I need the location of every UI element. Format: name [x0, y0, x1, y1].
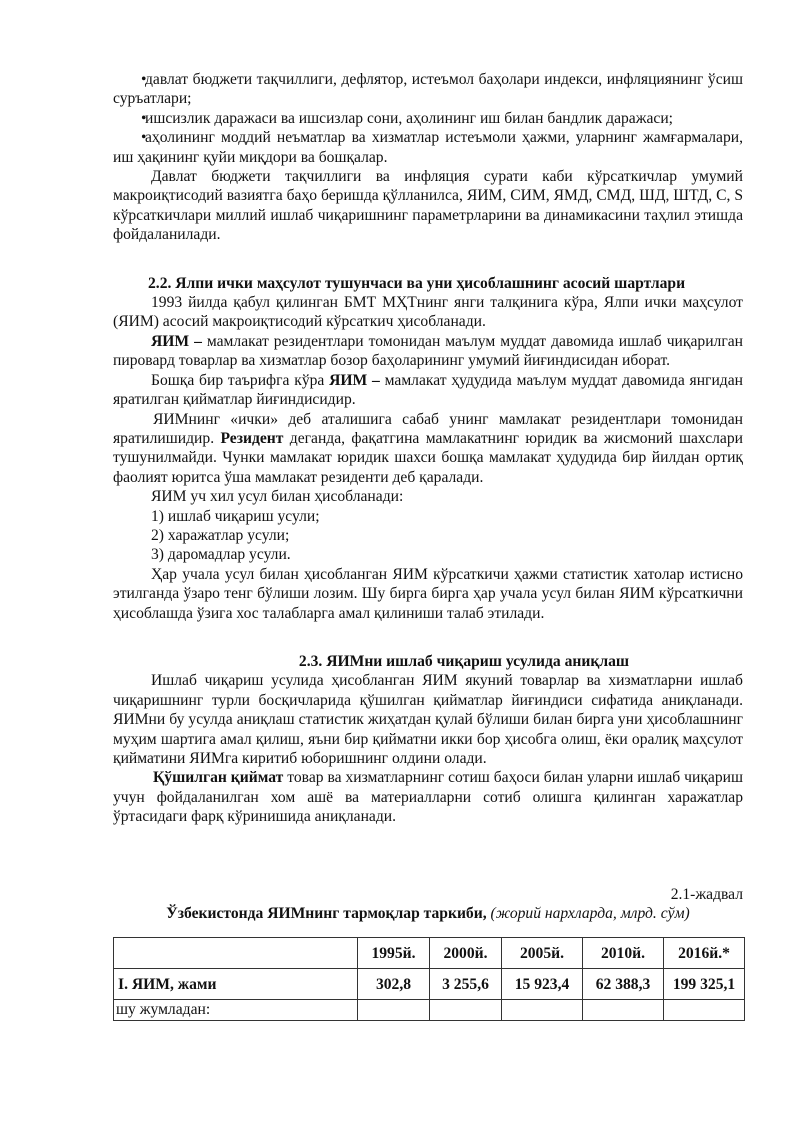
table-cell: 15 923,4 [502, 969, 583, 1000]
bold-term: Қўшилган қиймат [153, 769, 284, 787]
spacer [113, 623, 743, 643]
bullet-text: аҳолининг моддий неъматлар ва хизматлар истеъмоли ҳажми, уларнинг жамғармалари, иш ҳақининг қуйи миқдори ва бошқалар. [113, 129, 743, 166]
table-title [113, 904, 743, 923]
paragraph [113, 332, 743, 371]
text: ЯИМнинг «ички» деб аталишига сабаб унинг мамлакат резидентлари томонидан яратилишидир. [113, 410, 743, 447]
paragraph [113, 768, 743, 826]
intro-paragraph: Давлат бюджети тақчиллиги ва инфляция сурати каби кўрсаткичлар умумий макроиқтисодий вазиятга баҳо беришда қўлланилса, ЯИМ, СИМ, ЯМД, СМД, ШД, ШТД, С, S кўрсаткичлари миллий ишлаб чиқаришнинг параметрларини ва динамикасини таҳлил этишда фойдаланилади. [113, 168, 743, 244]
table-cell: 302,8 [358, 969, 430, 1000]
paragraph: 1993 йилда қабул қилинган БМТ МҲТнинг янги талқинига кўра, Ялпи ички маҳсулот (ЯИМ) асосий макроиқтисодий кўрсаткич ҳисобланади. [113, 294, 743, 331]
table-cell: 199 325,1 [664, 969, 745, 1000]
table-cell: 3 255,6 [430, 969, 502, 1000]
text: деганда, фақатгина мамлакатнинг юридик ва жисмоний шахслари тушунилмайди. Чунки мамлакат юридик шахси бошқа мамлакат ҳудудида бир йилдан ортиқ фаолият юритса ўша мамлакат резиденти деб қаралади. [113, 429, 744, 486]
list-item: 3) даромадлар усули. [151, 546, 291, 564]
header-cell: 2005й. [502, 938, 583, 969]
text: мамлакат ҳудудида маълум муддат давомида янгидан яратилган қийматлар йиғиндисидир. [113, 371, 743, 409]
list-item: 2) харажатлар усули; [151, 526, 290, 544]
table-title-bold: Ўзбекистонда ЯИМнинг тармоқлар таркиби, [166, 905, 487, 923]
row-label: I. ЯИМ, жами [114, 969, 358, 1000]
list-item: 1) ишлаб чиқариш усули; [151, 507, 320, 525]
bold-term: Резидент [220, 429, 284, 447]
header-cell: 2010й. [583, 938, 664, 969]
bullet-item [113, 109, 743, 128]
table-cell [583, 1000, 664, 1020]
paragraph [113, 410, 743, 488]
table-row [114, 969, 745, 1000]
paragraph [113, 371, 743, 410]
document-page [113, 70, 743, 1021]
bullet-item [113, 70, 743, 109]
table-number: 2.1-жадвал [670, 885, 743, 903]
paragraph: Ҳар учала усул билан ҳисобланган ЯИМ кўрсаткичи ҳажми статистик хатолар истисно этилганда ўзаро тенг бўлиши лозим. Шу бирга бирга ҳар учала усул билан ЯИМ кўрсаткични ҳисоблашда ўзига хос талабларга амал қилиниши талаб этилади. [113, 565, 743, 622]
header-cell: 2016й.* [664, 938, 745, 969]
table-cell [358, 1000, 430, 1020]
bullet-item [113, 128, 743, 167]
gdp-table [113, 937, 745, 1020]
paragraph: Ишлаб чиқариш усулида ҳисобланган ЯИМ якуний товарлар ва хизматларни ишлаб чиқаришнинг турли босқичларида қўшилган қийматлар йиғиндиси сифатида аниқланади. ЯИМни бу усулда аниқлаш статистик жиҳатдан қулай бўлиши билан бирга уни ҳисоблашнинг муҳим шартига амал қилиш, яъни бир қийматни икки бор ҳисобга олиш, ёки оралиқ маҳсулот қийматини ЯИМга киритиб юборишнинг олдини олади. [113, 672, 743, 767]
table-cell: 62 388,3 [583, 969, 664, 1000]
table-cell [664, 1000, 745, 1020]
text: мамлакат резидентлари томонидан маълум муддат давомида ишлаб чиқарилган пировард товарлар ва хизматлар бозор баҳоларининг умумий йиғиндисидан иборат. [113, 332, 743, 370]
bold-term: ЯИМ – [151, 332, 202, 350]
text: Бошқа бир таърифга кўра [151, 371, 330, 389]
row-label: шу жумладан: [114, 1000, 358, 1020]
spacer [113, 245, 743, 265]
paragraph: ЯИМ уч хил усул билан ҳисобланади: [151, 488, 404, 506]
section-heading-2-3: 2.3. ЯИМни ишлаб чиқариш усулида аниқлаш [298, 652, 630, 670]
bullet-icon: • [141, 71, 147, 88]
bullet-text: давлат бюджети тақчиллиги, дефлятор, истеъмол баҳолари индекси, инфляциянинг ўсиш суръатлари; [113, 71, 743, 108]
header-cell: 1995й. [358, 938, 430, 969]
bullet-icon: • [141, 129, 147, 147]
table-cell [430, 1000, 502, 1020]
bullet-icon: • [141, 109, 147, 127]
section-heading-2-2: 2.2. Ялпи ички маҳсулот тушунчаси ва уни ҳисоблашнинг асосий шартлари [148, 274, 686, 292]
table-row [114, 1000, 745, 1020]
text: товар ва хизматларнинг сотиш баҳоси билан уларни ишлаб чиқариш учун фойдаланилган хом ашё ва материалларни сотиб олишга қилинган харажатлар ўртасидаги фарқ кўринишида аниқланади. [113, 769, 743, 826]
table-header-row [114, 938, 745, 969]
header-cell: 2000й. [430, 938, 502, 969]
table-cell [502, 1000, 583, 1020]
bold-term: ЯИМ – [329, 371, 380, 389]
header-cell [114, 938, 358, 969]
bullet-text: ишсизлик даражаси ва ишсизлар сони, аҳолининг иш билан бандлик даражаси; [145, 109, 674, 127]
table-title-italic: (жорий нархларда, млрд. сўм) [486, 905, 690, 923]
